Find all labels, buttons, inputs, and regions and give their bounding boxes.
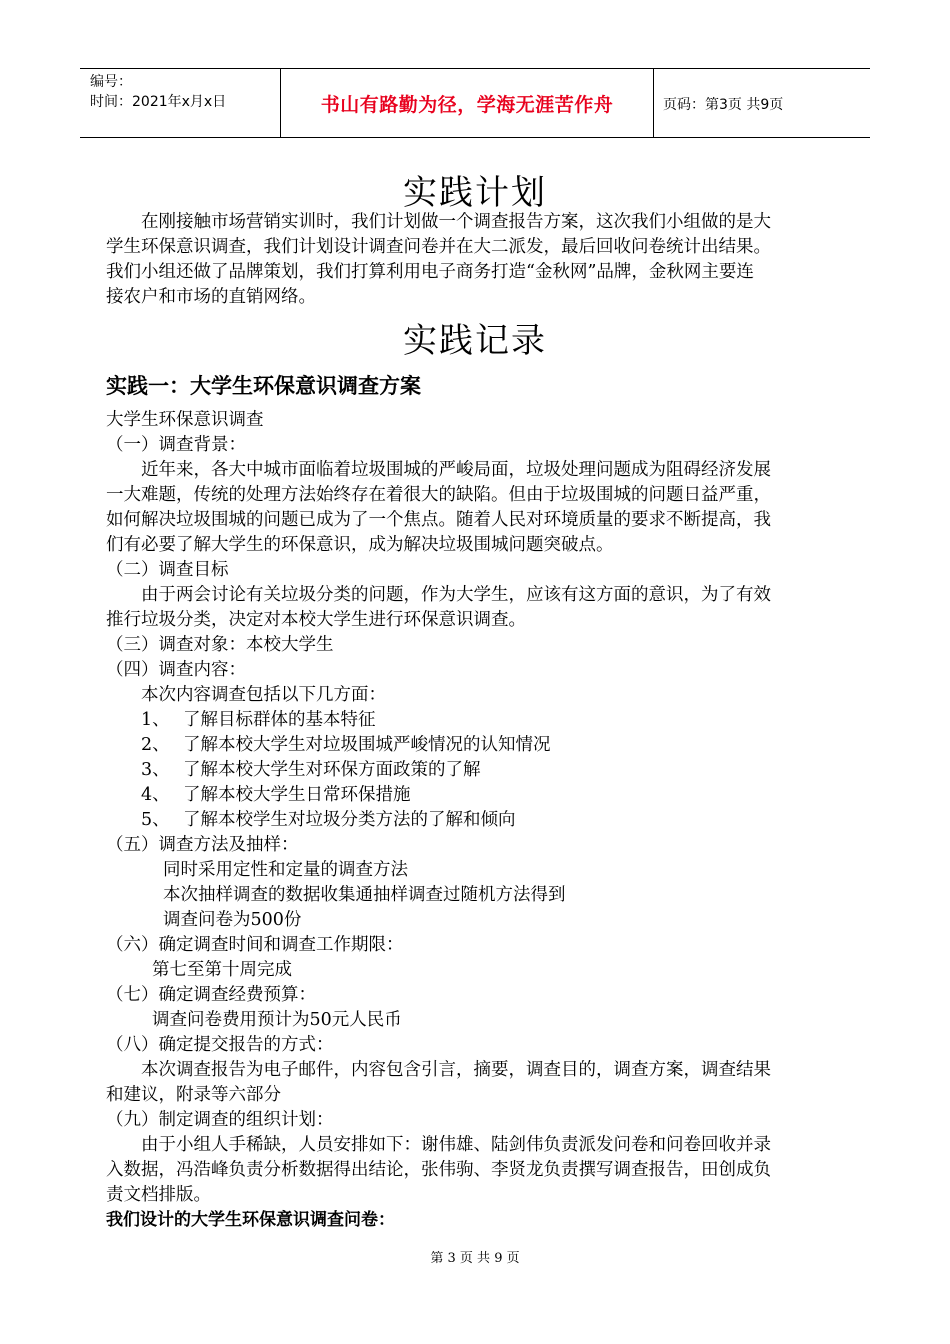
- document-number: 编号：: [90, 74, 132, 90]
- s3-heading: （三）调查对象：本校大学生: [106, 635, 334, 655]
- record-title: 实践记录: [403, 321, 547, 361]
- s1-line: 一大难题，传统的处理方法始终存在着很大的缺陷。但由于垃圾围城的问题日益严重，: [106, 485, 771, 505]
- s4-item-text: 了解本校大学生对垃圾围城严峻情况的认知情况: [183, 735, 551, 755]
- s4-item-text: 了解本校大学生对环保方面政策的了解: [183, 760, 481, 780]
- s1-heading: （一）调查背景：: [106, 435, 246, 455]
- document-date: 时间：2021年x月x日: [90, 94, 227, 110]
- s6-heading: （六）确定调查时间和调查工作期限：: [106, 935, 404, 955]
- s7-heading: （七）确定调查经费预算：: [106, 985, 316, 1005]
- plan-line: 我们小组还做了品牌策划，我们打算利用电子商务打造“金秋网”品牌，金秋网主要连: [106, 262, 754, 282]
- s4-list-item: [106, 783, 852, 808]
- header-page-info: 页码：第3页 共9页: [663, 97, 784, 113]
- plan-line: 在刚接触市场营销实训时，我们计划做一个调查报告方案，这次我们小组做的是大: [141, 212, 771, 232]
- s4-list-item: [106, 708, 852, 733]
- s4-heading: （四）调查内容：: [106, 660, 246, 680]
- s9-line: 责文档排版。: [106, 1185, 211, 1205]
- s4-list-item: [106, 733, 852, 758]
- s4-item-number: 4、: [141, 785, 170, 805]
- record-body: [106, 408, 852, 1233]
- s4-item-text: 了解目标群体的基本特征: [183, 710, 376, 730]
- section-heading: 实践一：大学生环保意识调查方案: [106, 374, 421, 398]
- header-meta-cell: [80, 69, 280, 137]
- s2-line: 推行垃圾分类，决定对本校大学生进行环保意识调查。: [106, 610, 526, 630]
- s4-list-item: [106, 758, 852, 783]
- s2-heading: （二）调查目标: [106, 560, 229, 580]
- s2-line: 由于两会讨论有关垃圾分类的问题，作为大学生，应该有这方面的意识，为了有效: [141, 585, 771, 605]
- s5-line: 本次抽样调查的数据收集通抽样调查过随机方法得到: [163, 885, 566, 905]
- s9-heading: （九）制定调查的组织计划：: [106, 1110, 334, 1130]
- survey-subject: 大学生环保意识调查: [106, 410, 264, 430]
- s4-item-text: 了解本校大学生日常环保措施: [183, 785, 411, 805]
- s4-intro: 本次内容调查包括以下几方面：: [141, 685, 386, 705]
- s8-line: 和建议，附录等六部分: [106, 1085, 281, 1105]
- s4-item-number: 1、: [141, 710, 170, 730]
- s5-heading: （五）调查方法及抽样：: [106, 835, 299, 855]
- s4-item-number: 5、: [141, 810, 170, 830]
- s7-text: 调查问卷费用预计为50元人民币: [152, 1010, 402, 1030]
- plan-line: 学生环保意识调查，我们计划设计调查问卷并在大二派发，最后回收问卷统计出结果。: [106, 237, 771, 257]
- s4-list-item: [106, 808, 852, 833]
- plan-paragraph: [106, 210, 852, 310]
- s4-item-number: 3、: [141, 760, 170, 780]
- plan-line: 接农户和市场的直销网络。: [106, 287, 316, 307]
- s8-line: 本次调查报告为电子邮件，内容包含引言，摘要，调查目的，调查方案，调查结果: [141, 1060, 771, 1080]
- s4-item-number: 2、: [141, 735, 170, 755]
- s5-line: 调查问卷为500份: [163, 910, 302, 930]
- questionnaire-heading: 我们设计的大学生环保意识调查问卷：: [106, 1210, 395, 1230]
- s1-line: 近年来，各大中城市面临着垃圾围城的严峻局面，垃圾处理问题成为阻碍经济发展: [141, 460, 771, 480]
- s1-line: 如何解决垃圾围城的问题已成为了一个焦点。随着人民对环境质量的要求不断提高，我: [106, 510, 771, 530]
- s9-line: 由于小组人手稀缺，人员安排如下：谢伟雄、陆剑伟负责派发问卷和问卷回收并录: [141, 1135, 771, 1155]
- s1-line: 们有必要了解大学生的环保意识，成为解决垃圾围城问题突破点。: [106, 535, 614, 555]
- s8-heading: （八）确定提交报告的方式：: [106, 1035, 334, 1055]
- s9-line: 入数据，冯浩峰负责分析数据得出结论，张伟驹、李贤龙负责撰写调查报告，田创成负: [106, 1160, 771, 1180]
- page-header: [80, 68, 870, 138]
- header-motto: 书山有路勤为径，学海无涯苦作舟: [320, 94, 614, 116]
- header-motto-cell: [280, 69, 654, 137]
- plan-title: 实践计划: [403, 173, 547, 213]
- s5-line: 同时采用定性和定量的调查方法: [163, 860, 408, 880]
- s4-item-text: 了解本校学生对垃圾分类方法的了解和倾向: [183, 810, 516, 830]
- page-footer: 第 3 页 共 9 页: [430, 1251, 520, 1266]
- s6-text: 第七至第十周完成: [152, 960, 292, 980]
- header-page-cell: [653, 69, 870, 137]
